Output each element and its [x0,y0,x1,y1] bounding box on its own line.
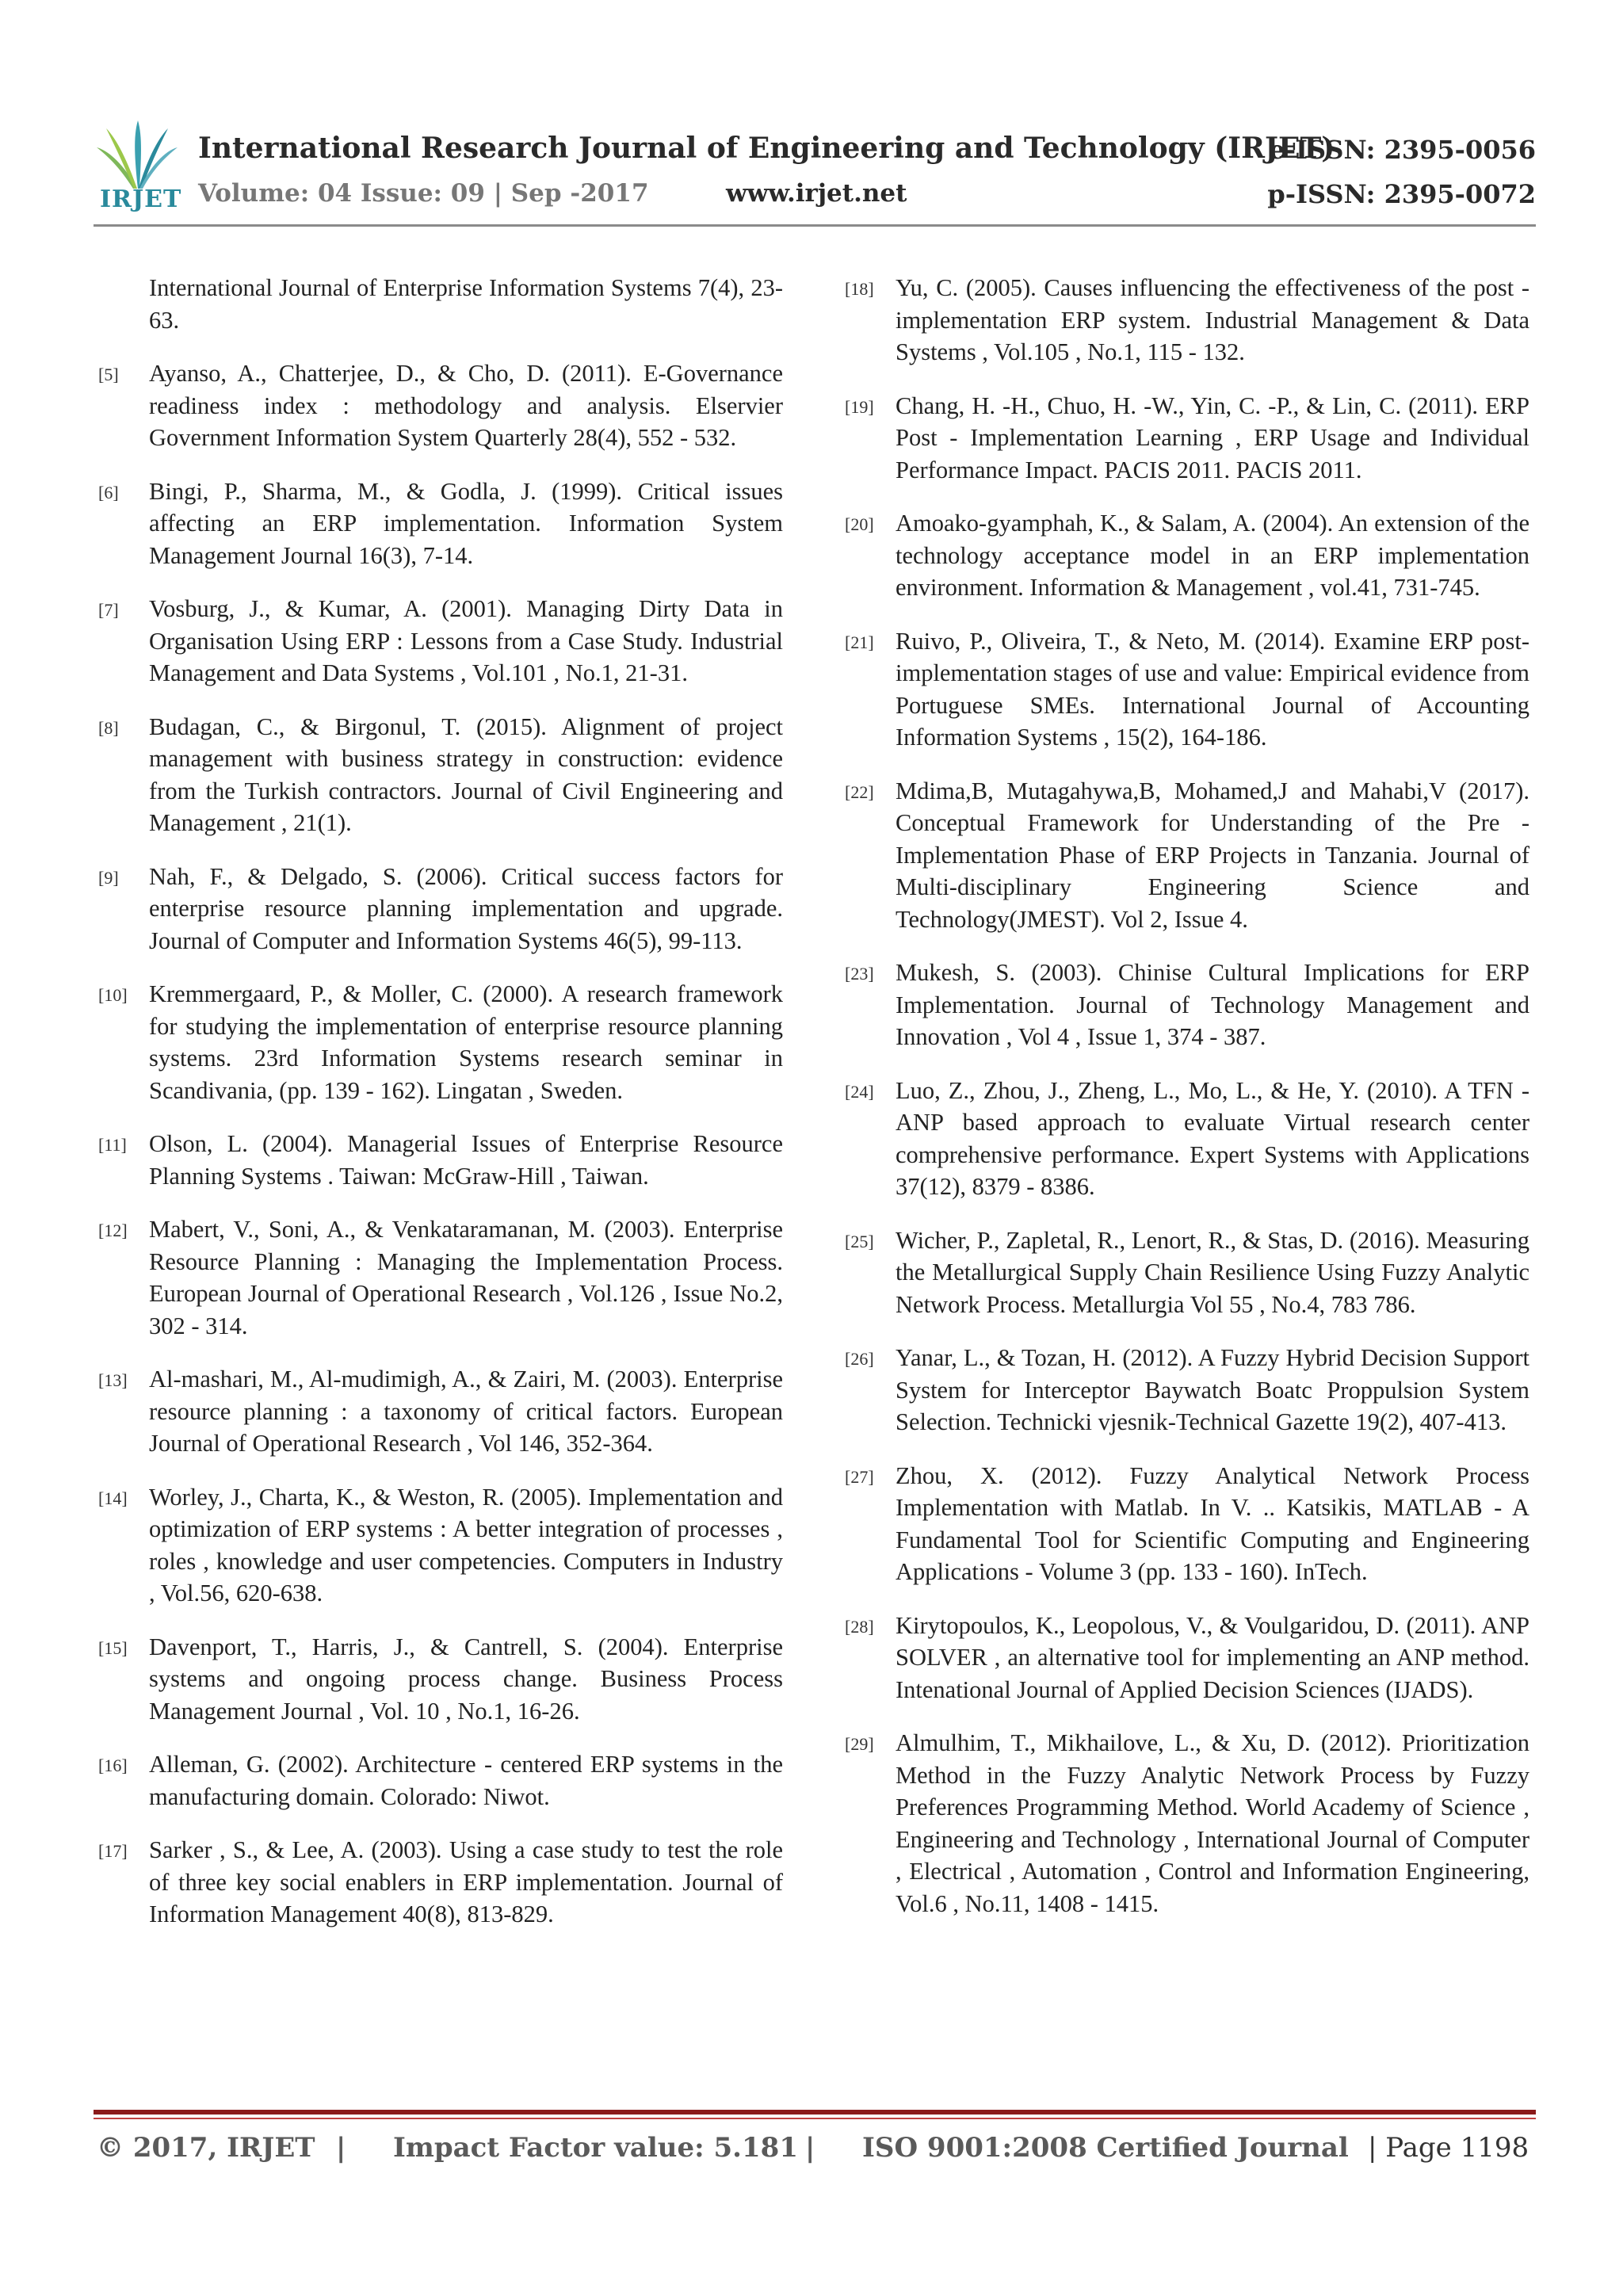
reference-item [94,476,783,572]
reference-item [840,775,1529,936]
reference-text: Ayanso, A., Chatterjee, D., & Cho, D. (2011). E-Governance readiness index : methodology and analysis. Elservier Government Information System Quarterly 28(4), 552 - 532. [149,360,783,451]
reference-text: Mdima,B, Mutagahywa,B, Mohamed,J and Mahabi,V (2017). Conceptual Framework for Understanding of the Pre - Implementation Phase of ERP Projects in Tanzania. Journal of Multi-disciplinary Engineering Science and Technology(JMEST). Vol 2, Issue 4. [896,777,1529,933]
reference-item [94,1631,783,1728]
reference-text: Wicher, P., Zapletal, R., Lenort, R., & Stas, D. (2016). Measuring the Metallurgical Supply Chain Resilience Using Fuzzy Analytic Network Process. Metallurgia Vol 55 , No.4, 783 786. [896,1226,1529,1318]
reference-item [840,1342,1529,1438]
reference-number: [10] [98,985,128,1005]
reference-item [94,357,783,454]
reference-text: Nah, F., & Delgado, S. (2006). Critical success factors for enterprise resource planning implementation and upgrade. Journal of Computer and Information Systems 46(5), 99-113. [149,862,783,954]
impact-factor: Impact Factor value: 5.181 [393,2132,798,2164]
reference-item [94,1748,783,1813]
reference-text: Olson, L. (2004). Managerial Issues of Enterprise Resource Planning Systems . Taiwan: McGraw-Hill , Taiwan. [149,1130,783,1190]
reference-number: [12] [98,1221,128,1240]
reference-text: Luo, Z., Zhou, J., Zheng, L., Mo, L., & He, Y. (2010). A TFN - ANP based approach to evaluate Virtual research center comprehensive performance. Expert Systems with Applications 37(12), 8379 - 8386. [896,1076,1529,1200]
reference-number: [9] [98,867,119,888]
page-number: | Page 1198 [1368,2132,1529,2164]
reference-item [94,593,783,690]
reference-text: Yanar, L., & Tozan, H. (2012). A Fuzzy Hybrid Decision Support System for Interceptor Baywatch Boatc Proppulsion System Selection. Technicki vjesnik-Technical Gazette 19(2), 407-413. [896,1344,1529,1435]
reference-text: Almulhim, T., Mikhailove, L., & Xu, D. (2012). Prioritization Method in the Fuzzy Analytic Network Process by Fuzzy Preferences Programming Method. World Academy of Science , Engineering and Technology , International Journal of Computer , Electrical , Automation , Control and Information Engineering, Vol.6 , No.11, 1408 - 1415. [896,1729,1529,1917]
reference-item [840,957,1529,1053]
reference-number: [5] [98,365,119,384]
journal-title: International Research Journal of Engineering and Technology (IRJET) [198,132,1335,165]
page-footer [94,2132,1536,2179]
reference-item [94,978,783,1106]
leaf-logo-icon [94,119,181,190]
reference-number: [27] [845,1466,874,1487]
footer-separator: | [805,2132,815,2164]
reference-item [840,272,1529,369]
reference-number: [18] [845,279,874,299]
reference-item [94,711,783,839]
reference-item [94,1128,783,1192]
reference-text: Chang, H. -H., Chuo, H. -W., Yin, C. -P., & Lin, C. (2011). ERP Post - Implementation Learning , ERP Usage and Individual Performance Impact. PACIS 2011. PACIS 2011. [896,392,1529,483]
reference-number: [25] [845,1231,874,1251]
reference-text: Vosburg, J., & Kumar, A. (2001). Managing Dirty Data in Organisation Using ERP : Lessons from a Case Study. Industrial Management and Data Systems , Vol.101 , No.1, 21-31. [149,595,783,686]
reference-number: [20] [845,514,874,534]
reference-item [840,1075,1529,1203]
reference-item [94,1363,783,1460]
p-issn: p-ISSN: 2395-0072 [1267,179,1536,209]
reference-number: [7] [98,600,119,620]
reference-text: Davenport, T., Harris, J., & Cantrell, S. (2004). Enterprise systems and ongoing process change. Business Process Management Journal , Vol. 10 , No.1, 16-26. [149,1633,783,1725]
reference-number: [6] [98,482,119,502]
reference-item [840,1224,1529,1321]
reference-number: [13] [98,1370,128,1390]
reference-number: [8] [98,717,119,738]
reference-item [840,1610,1529,1706]
e-issn: e-ISSN: 2395-0056 [1269,135,1536,165]
reference-number: [22] [845,781,874,802]
reference-item [840,390,1529,487]
reference-item [94,272,783,336]
reference-text: Yu, C. (2005). Causes influencing the effectiveness of the post - implementation ERP system. Industrial Management & Data Systems , Vol.105 , No.1, 115 - 132. [896,274,1529,365]
reference-item [94,1213,783,1342]
volume-issue: Volume: 04 Issue: 09 | Sep -2017 [198,179,649,208]
reference-number: [16] [98,1755,128,1775]
reference-text: Budagan, C., & Birgonul, T. (2015). Alignment of project management with business strategy in construction: evidence from the Turkish contractors. Journal of Civil Engineering and Management , 21(1). [149,712,783,836]
logo-text: IRJET [100,185,182,213]
reference-text: Kremmergaard, P., & Moller, C. (2000). A research framework for studying the implementation of enterprise resource planning systems. 23rd Information Systems research seminar in Scandivania, (pp. 139 - 162). Lingatan , Sweden. [149,980,783,1104]
reference-text: Mukesh, S. (2003). Chinise Cultural Implications for ERP Implementation. Journal of Technology Management and Innovation , Vol 4 , Issue 1, 374 - 387. [896,959,1529,1050]
website-link[interactable]: www.irjet.net [726,179,907,208]
reference-text: Worley, J., Charta, K., & Weston, R. (2005). Implementation and optimization of ERP systems : A better integration of processes , roles , knowledge and user competencies. Computers in Industry , Vol.56, 620-638. [149,1483,783,1606]
reference-item [94,1481,783,1610]
irjet-logo [94,119,181,214]
footer-divider [94,2110,1536,2115]
reference-item [840,1727,1529,1920]
reference-number: [26] [845,1349,874,1369]
reference-item [94,861,783,957]
reference-text: Bingi, P., Sharma, M., & Godla, J. (1999). Critical issues affecting an ERP implementation. Information System Management Journal 16(3), 7-14. [149,477,783,569]
reference-item [840,1460,1529,1588]
reference-number: [24] [845,1081,874,1102]
reference-number: [29] [845,1734,874,1754]
reference-text: Amoako-gyamphah, K., & Salam, A. (2004). An extension of the technology acceptance model in an ERP implementation environment. Information & Management , vol.41, 731-745. [896,510,1529,601]
reference-text: Mabert, V., Soni, A., & Venkataramanan, M. (2003). Enterprise Resource Planning : Managing the Implementation Process. European Journal of Operational Research , Vol.126 , Issue No.2, 302 - 314. [149,1216,783,1339]
reference-text: Alleman, G. (2002). Architecture - centered ERP systems in the manufacturing domain. Colorado: Niwot. [149,1751,783,1810]
reference-item [840,625,1529,754]
footer-divider-thin [94,2118,1536,2119]
reference-number: [17] [98,1841,128,1861]
reference-number: [15] [98,1637,128,1658]
references-right-column [840,272,1529,1941]
iso-certification: ISO 9001:2008 Certified Journal [862,2132,1349,2164]
references-left-column [94,272,783,1952]
reference-item [94,1834,783,1931]
reference-number: [11] [98,1135,127,1155]
reference-text: Al-mashari, M., Al-mudimigh, A., & Zairi, M. (2003). Enterprise resource planning : a taxonomy of critical factors. European Journal of Operational Research , Vol 146, 352-364. [149,1366,783,1457]
page-header [94,119,1536,230]
header-divider [94,224,1536,227]
reference-text: Zhou, X. (2012). Fuzzy Analytical Network Process Implementation with Matlab. In V. .. Katsikis, MATLAB - A Fundamental Tool for Scientific Computing and Engineering Applications - Volume 3 (pp. 133 - 160). InTech. [896,1461,1529,1585]
reference-number: [23] [845,964,874,984]
reference-text: Kirytopoulos, K., Leopolous, V., & Voulgaridou, D. (2011). ANP SOLVER , an alternative tool for implementing an ANP method. Intenational Journal of Applied Decision Sciences (IJADS). [896,1611,1529,1703]
reference-text: International Journal of Enterprise Information Systems 7(4), 23-63. [149,274,783,334]
reference-number: [28] [845,1616,874,1637]
reference-number: [19] [845,396,874,417]
reference-text: Ruivo, P., Oliveira, T., & Neto, M. (2014). Examine ERP post-implementation stages of use and value: Empirical evidence from Portuguese SMEs. International Journal of Accounting Information Systems , 15(2), 164-186. [896,627,1529,751]
footer-separator: | [336,2132,346,2164]
copyright: © 2017, IRJET [97,2132,315,2164]
reference-text: Sarker , S., & Lee, A. (2003). Using a case study to test the role of three key social enablers in ERP implementation. Journal of Information Management 40(8), 813-829. [149,1836,783,1927]
reference-number: [14] [98,1488,128,1508]
reference-item [840,507,1529,604]
reference-number: [21] [845,632,874,652]
